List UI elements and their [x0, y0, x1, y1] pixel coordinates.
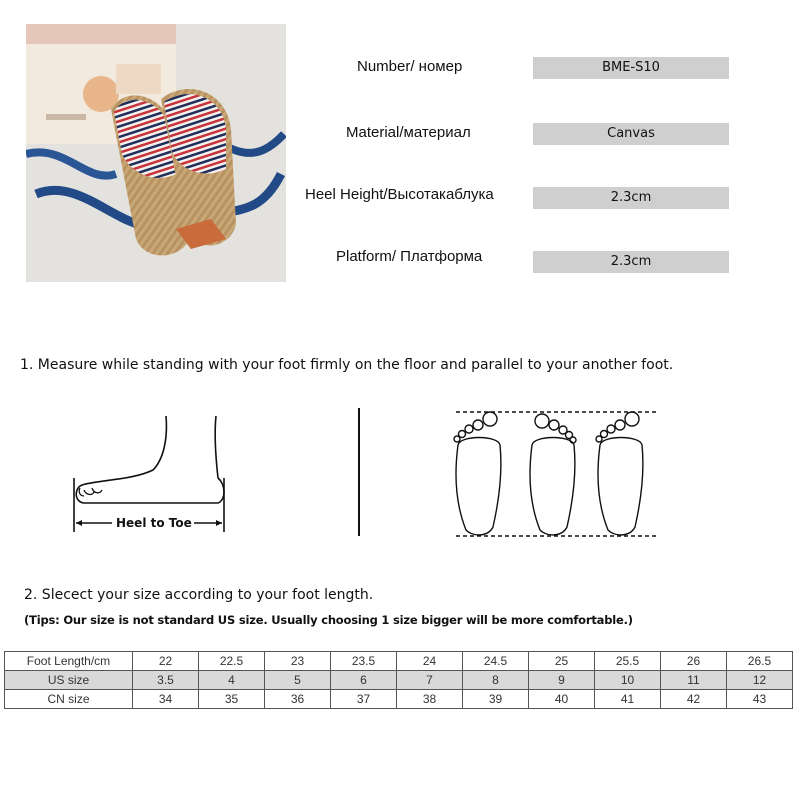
- size-table-cell: 7: [397, 671, 463, 690]
- size-table-row: [5, 671, 793, 690]
- size-table-cell: 40: [529, 690, 595, 709]
- size-table-cell: 9: [529, 671, 595, 690]
- size-table-cell: 39: [463, 690, 529, 709]
- spec-label-material: Material/материал: [346, 124, 471, 141]
- product-photo: [26, 24, 286, 282]
- size-table-row-label: US size: [5, 671, 133, 690]
- size-table-cell: 22.5: [199, 652, 265, 671]
- heel-to-toe-label: Heel to Toe: [116, 516, 192, 530]
- size-table-cell: 3.5: [133, 671, 199, 690]
- feet-top-view-diagram: [448, 405, 663, 545]
- size-chart-table: [4, 651, 793, 709]
- size-table-cell: 5: [265, 671, 331, 690]
- step2-instruction: 2. Slecect your size according to your foot length.: [24, 587, 374, 603]
- size-table-cell: 11: [661, 671, 727, 690]
- size-table-cell: 42: [661, 690, 727, 709]
- spec-value-heel-height: 2.3cm: [533, 187, 729, 209]
- size-table-cell: 6: [331, 671, 397, 690]
- spec-label-heel-height: Heel Height/Высотакаблука: [305, 186, 494, 203]
- spec-value-material: Canvas: [533, 123, 729, 145]
- spec-label-number: Number/ номер: [357, 58, 463, 75]
- size-table-row: [5, 652, 793, 671]
- size-table-cell: 24.5: [463, 652, 529, 671]
- size-table-cell: 38: [397, 690, 463, 709]
- size-table-cell: 26: [661, 652, 727, 671]
- size-table-row-label: CN size: [5, 690, 133, 709]
- diagram-divider: [358, 408, 360, 536]
- size-table-cell: 43: [727, 690, 793, 709]
- size-table-cell: 25: [529, 652, 595, 671]
- sizing-tips: (Tips: Our size is not standard US size. Usually choosing 1 size bigger will be more comfortable.): [24, 613, 633, 627]
- size-table-cell: 12: [727, 671, 793, 690]
- size-table-cell: 26.5: [727, 652, 793, 671]
- size-table-cell: 22: [133, 652, 199, 671]
- size-table-cell: 37: [331, 690, 397, 709]
- size-table-cell: 8: [463, 671, 529, 690]
- spec-label-platform: Platform/ Платформа: [336, 248, 483, 265]
- size-table-cell: 25.5: [595, 652, 661, 671]
- spec-value-platform: 2.3cm: [533, 251, 729, 273]
- size-table-cell: 23: [265, 652, 331, 671]
- size-table-cell: 24: [397, 652, 463, 671]
- size-table-cell: 4: [199, 671, 265, 690]
- size-table-row: [5, 690, 793, 709]
- size-table-cell: 10: [595, 671, 661, 690]
- spec-value-number: BME-S10: [533, 57, 729, 79]
- espadrille-photo-illustration: [26, 24, 286, 282]
- size-table-cell: 35: [199, 690, 265, 709]
- size-table-cell: 36: [265, 690, 331, 709]
- size-table-row-label: Foot Length/cm: [5, 652, 133, 671]
- step1-instruction: 1. Measure while standing with your foot firmly on the floor and parallel to your another foot.: [20, 357, 674, 373]
- size-table-cell: 23.5: [331, 652, 397, 671]
- size-table-cell: 41: [595, 690, 661, 709]
- size-table-cell: 34: [133, 690, 199, 709]
